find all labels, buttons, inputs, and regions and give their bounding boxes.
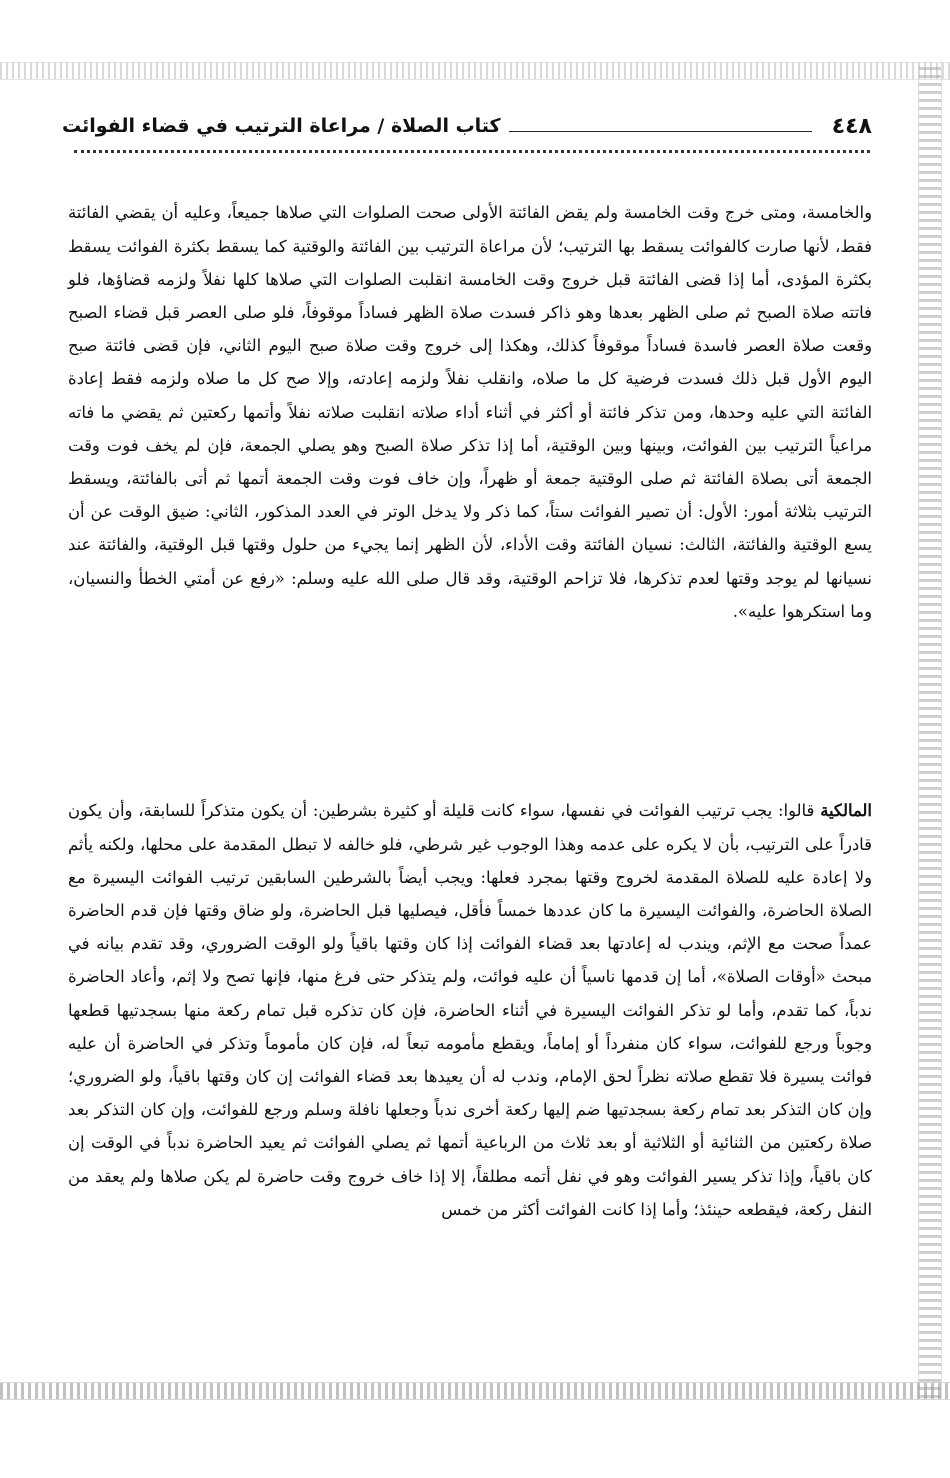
right-ornamental-border: [918, 62, 942, 1398]
paragraph-hanafi-continuation: والخامسة، ومتى خرج وقت الخامسة ولم يقض الفائتة الأولى صحت الصلوات التي صلاها جميعاً، وعليه أن يقضي الفائتة فقط، لأنها صارت كالفوائت يسقط بها الترتيب؛ لأن مراعاة الترتيب بين الفائتة والوقتية كما يسقط بكثرة الفوائت يسقط بكثرة المؤدى، أما إذا قضى الفائتة قبل خروج وقت الخامسة انقلبت الصلوات التي صلاها كلها نفلاً ولزمه قضاؤها، فلو فاتته صلاة الصبح ثم صلى الظهر بعدها وهو ذاكر فسدت صلاة الظهر فساداً موقوفاً، فلو صلى العصر قبل قضاء الصبح وقعت صلاة العصر فاسدة فساداً موقوفاً كذلك، وهكذا إلى خروج وقت صلاة صبح اليوم الثاني، فإن قضى فائتة صبح اليوم الأول قبل ذلك فسدت فرضية كل ما صلاه، وانقلب نفلاً ولزمه إعادته، وإلا صح كل ما صلاه ولزمه فقط إعادة الفائتة التي عليه وحدها، ومن تذكر فائتة أو أكثر في أثناء أداء صلاته انقلبت صلاته نفلاً وأتمها ركعتين ثم يقضي ما فاته مراعياً الترتيب بين الفوائت، وبينها وبين الوقتية، أما إذا تذكر صلاة الصبح وهو يصلي الجمعة، فإن لم يخف فوت وقت الجمعة أتى بصلاة الفائتة ثم صلى الوقتية جمعة أو ظهراً، وإن خاف فوت وقت الجمعة أتمها ثم أتى بالفائتة، ويسقط الترتيب بثلاثة أمور: الأول: أن تصير الفوائت ستاً، كما ذكر ولا يدخل الوتر في العدد المذكور، الثاني: ضيق الوقت عن أن يسع الوقتية والفائتة، الثالث: نسيان الفائتة وقت الأداء، لأن الظهر إنما يجيء من حلول وقتها قبل الوقتية، والفائتة عند نسيانها لم يوجد وقتها لعدم تذكرها، فلا تزاحم الوقتية، وقد قال صلى الله عليه وسلم: «رفع عن أمتي الخطأ والنسيان، وما استكرهوا عليه».: [68, 203, 872, 621]
bottom-ornamental-border: [0, 1382, 950, 1400]
maliki-label: المالكية: [820, 801, 872, 821]
dotted-separator: [74, 150, 870, 153]
top-ornamental-border: [0, 62, 950, 80]
page-header: [62, 108, 872, 144]
page-number: ٤٤٨: [831, 113, 872, 139]
header-rule: [509, 131, 812, 132]
maliki-text: قالوا: يجب ترتيب الفوائت في نفسها، سواء كانت قليلة أو كثيرة بشرطين: أن يكون متذكراً للسابقة، وأن يكون قادراً على الترتيب، بأن لا يكره على عدمه وهذا الوجوب غير شرطي، فلو خالفه لا تبطل المقدمة على محلها، ولكنه يأثم ولا إعادة عليه للصلاة المقدمة لخروج وقتها بمجرد فعلها: ويجب أيضاً بالشرطين السابقين ترتيب الفوائت اليسيرة مع الصلاة الحاضرة، والفوائت اليسيرة ما كان عددها خمساً فأقل، فيصليها قبل الحاضرة، ولو ضاق وقتها فإن قدم الحاضرة عمداً صحت مع الإثم، ويندب له إعادتها بعد قضاء الفوائت إذا كان وقتها باقياً ولو الوقت الضروري، وقد تقدم بيانه في مبحث «أوقات الصلاة»، أما إن قدمها ناسياً أن عليه فوائت، ولم يتذكر حتى فرغ منها، فإنها تصح ولا إثم، وأعاد الحاضرة ندباً، كما تقدم، وأما لو تذكر الفوائت اليسيرة في أثناء الحاضرة، فإن كان تذكره قبل تمام ركعة منها بسجدتيها قطعها وجوباً ورجع للفوائت، سواء كان منفرداً أو إماماً، ويقطع مأمومه تبعاً له، فإن كان مأموماً وتذكر في الحاضرة أن عليه فوائت يسيرة فلا تقطع صلاته نظراً لحق الإمام، وندب له أن يعيدها بعد قضاء الفوائت إن كان وقتها باقياً، ولو الضروري؛ وإن كان التذكر بعد تمام ركعة بسجدتيها ضم إليها ركعة أخرى ندباً وجعلها نافلة وسلم ورجع للفوائت، وإن كان التذكر بعد صلاة ركعتين من الثنائية أو الثلاثية أو بعد ثلاث من الرباعية أتمها ثم يصلي الفوائت ثم يعيد الحاضرة ندباً في الوقت إن كان باقياً، وإذا تذكر يسير الفوائت وهو في نفل أتمه مطلقاً، إلا إذا خاف خروج وقت حاضرة لم يكن صلاها ولم يعقد من النفل ركعة، فيقطعه حينئذ؛ وأما إذا كانت الفوائت أكثر من خمس: [68, 801, 872, 1219]
running-title: كتاب الصلاة / مراعاة الترتيب في قضاء الفوائت: [62, 115, 501, 137]
paragraph-maliki: [68, 794, 872, 1226]
